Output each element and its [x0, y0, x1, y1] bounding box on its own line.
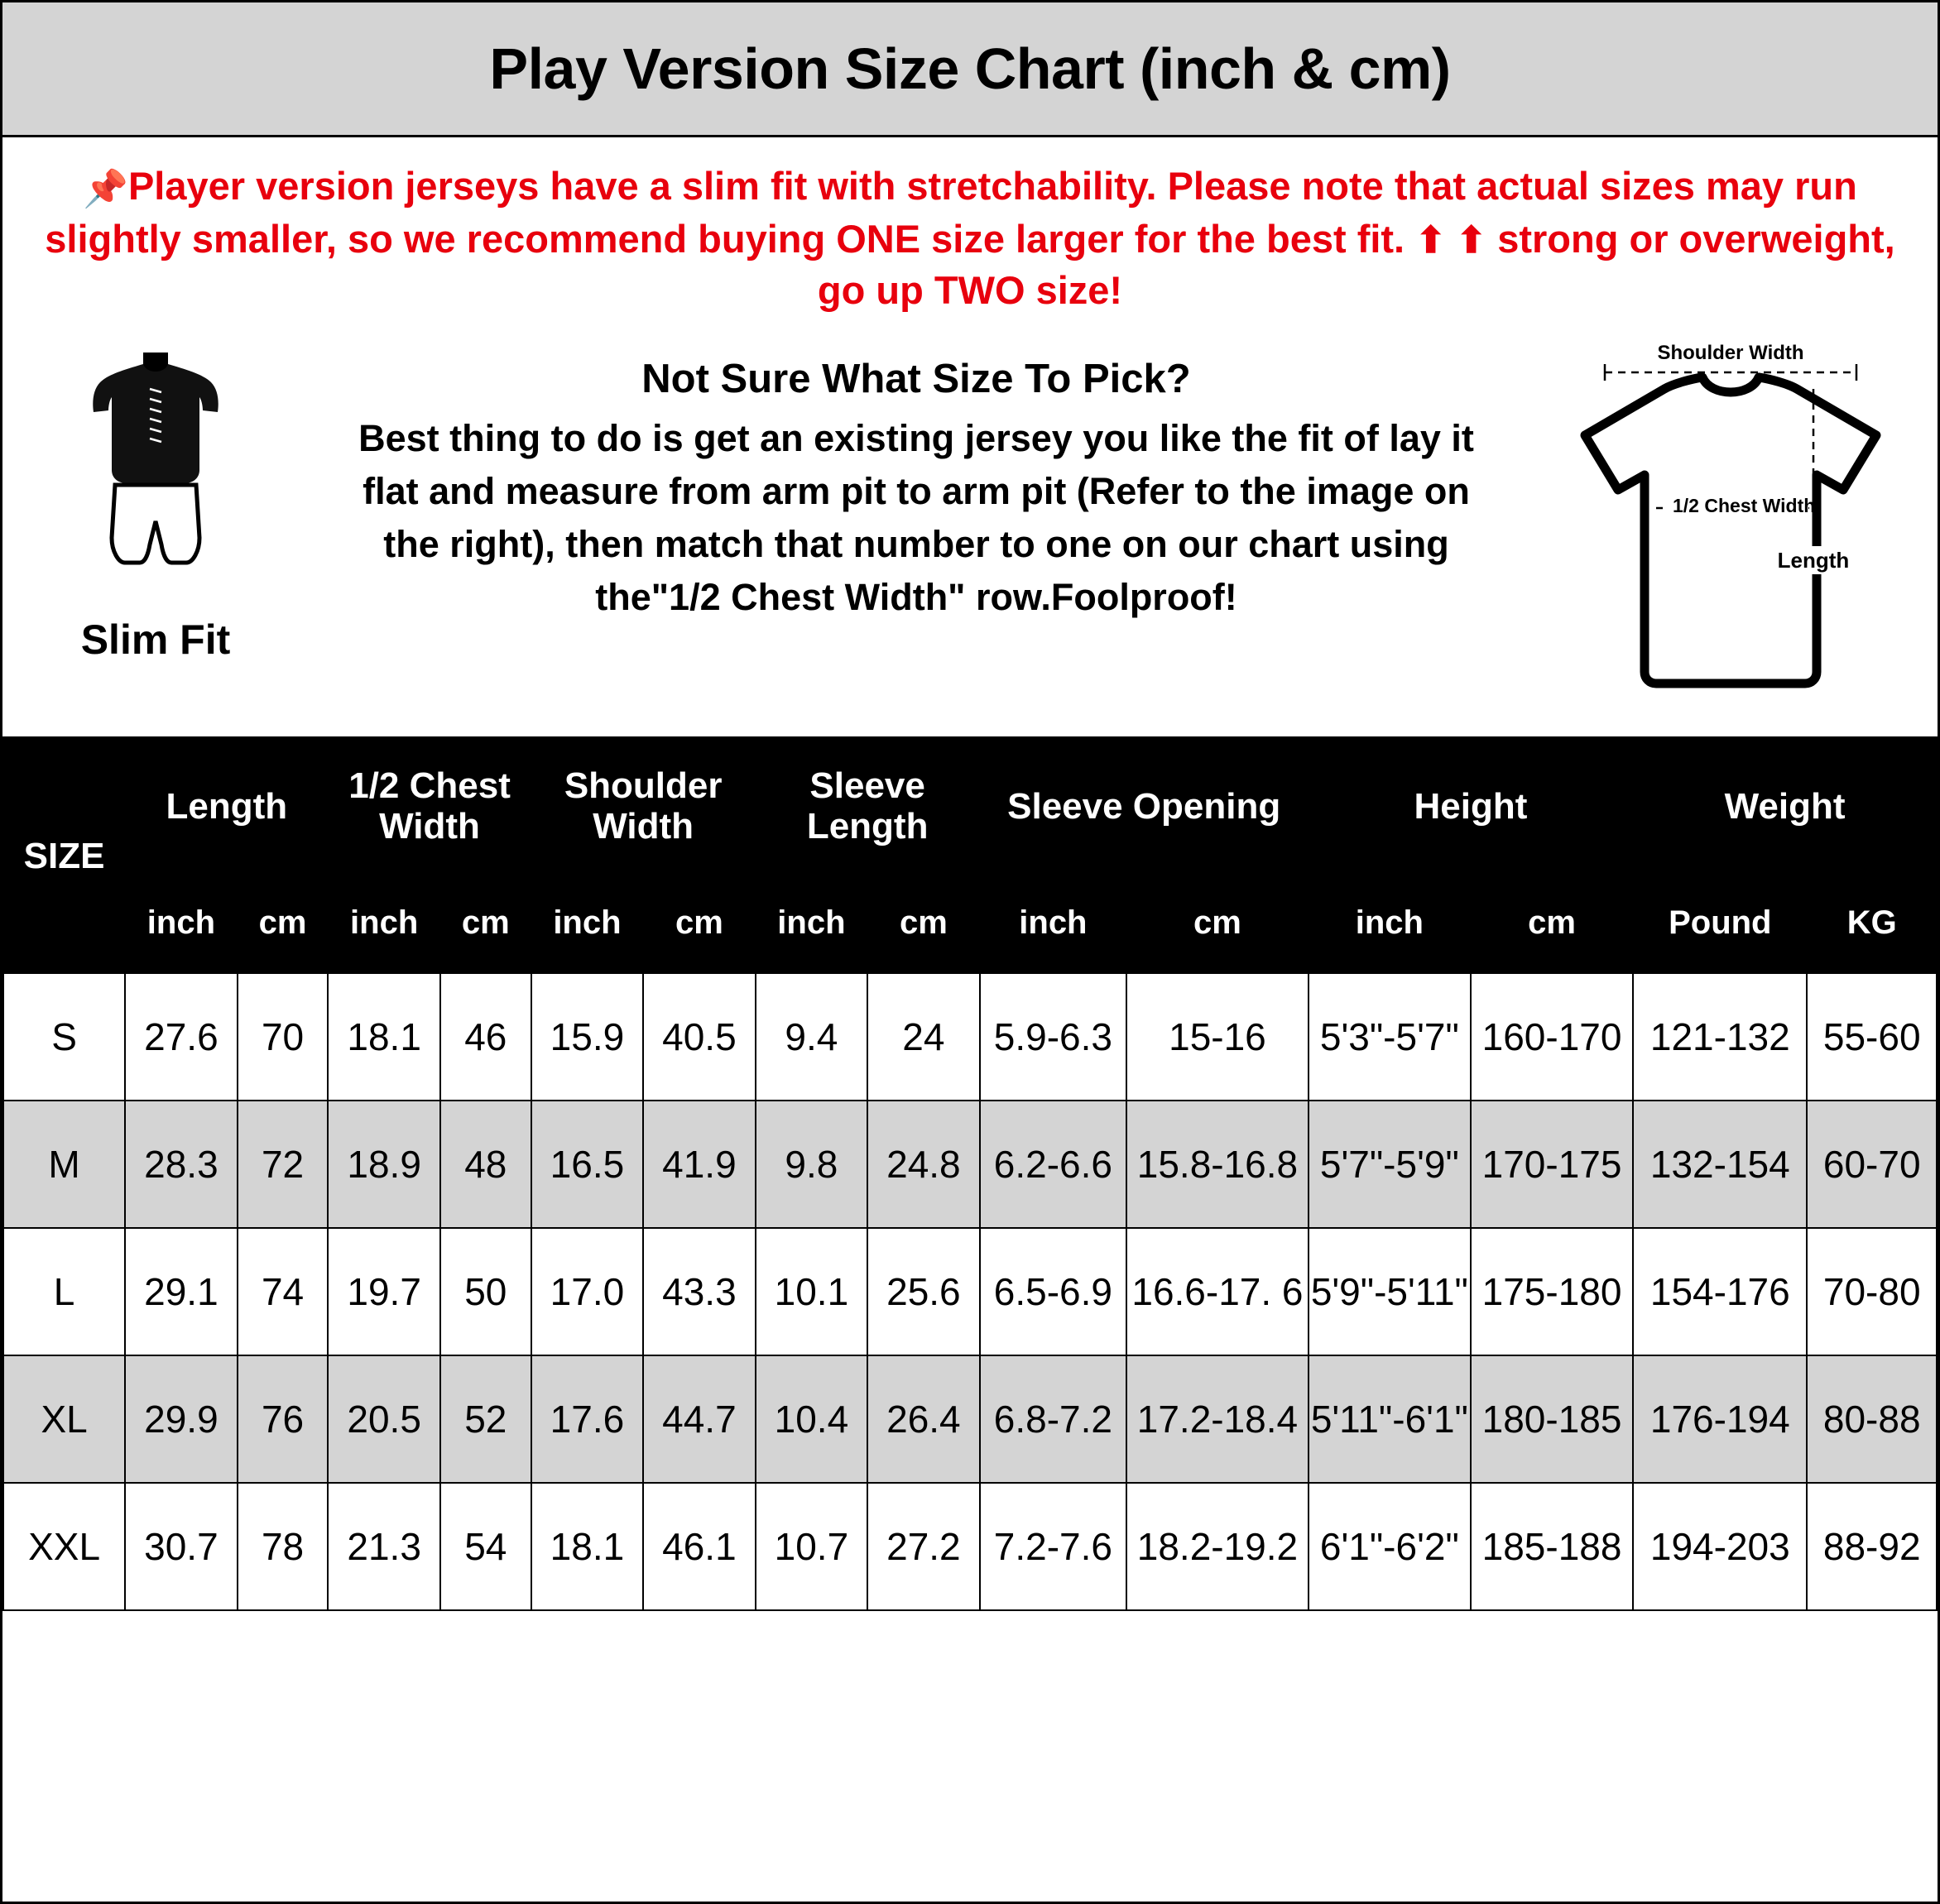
header-unit-sleeve-length-inch: inch: [756, 872, 867, 973]
cell: 5.9-6.3: [980, 973, 1127, 1101]
cell: 48: [440, 1101, 531, 1228]
cell: 27.2: [867, 1483, 979, 1610]
cell: 9.4: [756, 973, 867, 1101]
cell: 176-194: [1633, 1355, 1807, 1483]
cell: 72: [238, 1101, 329, 1228]
header-group-shoulder-width: Shoulder Width: [531, 740, 756, 872]
cell: 70-80: [1807, 1228, 1937, 1355]
label-shoulder-width: Shoulder Width: [1657, 342, 1804, 365]
cell: 60-70: [1807, 1101, 1937, 1228]
cell: 6.8-7.2: [980, 1355, 1127, 1483]
row-size: L: [3, 1228, 125, 1355]
cell: 154-176: [1633, 1228, 1807, 1355]
sizing-help-question: Not Sure What Size To Pick?: [641, 357, 1191, 402]
cell: 194-203: [1633, 1483, 1807, 1610]
tshirt-diagram-icon: [1549, 338, 1913, 718]
cell: 25.6: [867, 1228, 979, 1355]
cell: 6.5-6.9: [980, 1228, 1127, 1355]
slim-fit-figure-icon: [60, 346, 251, 602]
cell: 18.1: [531, 1483, 643, 1610]
cell: 18.1: [328, 973, 439, 1101]
header-unit-shoulder-inch: inch: [531, 872, 643, 973]
cell: 29.9: [125, 1355, 237, 1483]
arrow-up-icon: ⬆ ⬆: [1415, 220, 1487, 261]
size-table: [2, 739, 1938, 1611]
cell: 160-170: [1471, 973, 1633, 1101]
cell: 10.7: [756, 1483, 867, 1610]
row-size: S: [3, 973, 125, 1101]
row-size: M: [3, 1101, 125, 1228]
cell: 6'1"-6'2": [1309, 1483, 1471, 1610]
cell: 26.4: [867, 1355, 979, 1483]
cell: 27.6: [125, 973, 237, 1101]
cell: 10.4: [756, 1355, 867, 1483]
cell: 17.6: [531, 1355, 643, 1483]
cell: 175-180: [1471, 1228, 1633, 1355]
table-row: [3, 1483, 1937, 1610]
header-group-length: Length: [125, 740, 328, 872]
table-row: [3, 1101, 1937, 1228]
cell: 24.8: [867, 1101, 979, 1228]
tshirt-measurement-diagram: [1540, 333, 1921, 718]
cell: 78: [238, 1483, 329, 1610]
cell: 18.2-19.2: [1126, 1483, 1309, 1610]
cell: 54: [440, 1483, 531, 1610]
info-band: [2, 324, 1938, 736]
header-unit-length-cm: cm: [238, 872, 329, 973]
header-unit-height-inch: inch: [1309, 872, 1471, 973]
cell: 43.3: [643, 1228, 755, 1355]
cell: 10.1: [756, 1228, 867, 1355]
pushpin-icon: 📌: [83, 169, 128, 209]
table-group-header-row: [3, 740, 1937, 872]
cell: 16.6-17. 6: [1126, 1228, 1309, 1355]
cell: 20.5: [328, 1355, 439, 1483]
cell: 50: [440, 1228, 531, 1355]
table-row: [3, 1228, 1937, 1355]
cell: 5'7"-5'9": [1309, 1101, 1471, 1228]
cell: 9.8: [756, 1101, 867, 1228]
cell: 40.5: [643, 973, 755, 1101]
cell: 121-132: [1633, 973, 1807, 1101]
cell: 15-16: [1126, 973, 1309, 1101]
cell: 52: [440, 1355, 531, 1483]
label-length: Length: [1777, 548, 1850, 573]
cell: 16.5: [531, 1101, 643, 1228]
page-title: Play Version Size Chart (inch & cm): [489, 36, 1451, 101]
header-unit-half-chest-inch: inch: [328, 872, 439, 973]
cell: 24: [867, 973, 979, 1101]
notice-banner: [2, 137, 1938, 324]
row-size: XL: [3, 1355, 125, 1483]
size-table-wrapper: [2, 736, 1938, 1902]
sizing-help-body: Best thing to do is get an existing jersey you like the fit of lay it flat and measure from arm pit to arm pit (Refer to the image on the right), then match that number to one on our chart using the"1/2 Chest Width" row.Foolproof!: [358, 417, 1474, 618]
cell: 80-88: [1807, 1355, 1937, 1483]
cell: 5'3"-5'7": [1309, 973, 1471, 1101]
title-bar: [2, 2, 1938, 137]
slim-fit-illustration-block: [19, 333, 292, 664]
cell: 44.7: [643, 1355, 755, 1483]
table-unit-header-row: [3, 872, 1937, 973]
cell: 18.9: [328, 1101, 439, 1228]
cell: 185-188: [1471, 1483, 1633, 1610]
cell: 170-175: [1471, 1101, 1633, 1228]
header-unit-half-chest-cm: cm: [440, 872, 531, 973]
slim-fit-label: Slim Fit: [80, 616, 231, 664]
header-unit-weight-pound: Pound: [1633, 872, 1807, 973]
header-group-sleeve-length: Sleeve Length: [756, 740, 980, 872]
table-row: [3, 1355, 1937, 1483]
notice-text-1: Player version jerseys have a slim fit with stretchability. Please note that actual sizes may run slightly smaller, so we recommend buying ONE size larger for the best fit.: [45, 164, 1857, 261]
cell: 70: [238, 973, 329, 1101]
cell: 17.2-18.4: [1126, 1355, 1309, 1483]
cell: 5'9"-5'11": [1309, 1228, 1471, 1355]
cell: 30.7: [125, 1483, 237, 1610]
header-unit-sleeve-length-cm: cm: [867, 872, 979, 973]
header-size: SIZE: [3, 740, 125, 973]
label-half-chest-width: 1/2 Chest Width: [1673, 495, 1816, 517]
cell: 15.9: [531, 973, 643, 1101]
header-group-height: Height: [1309, 740, 1633, 872]
header-unit-weight-kg: KG: [1807, 872, 1937, 973]
cell: 88-92: [1807, 1483, 1937, 1610]
cell: 55-60: [1807, 973, 1937, 1101]
cell: 6.2-6.6: [980, 1101, 1127, 1228]
cell: 19.7: [328, 1228, 439, 1355]
cell: 46: [440, 973, 531, 1101]
sizing-help-text-block: [292, 333, 1540, 624]
cell: 132-154: [1633, 1101, 1807, 1228]
header-unit-shoulder-cm: cm: [643, 872, 755, 973]
table-row: [3, 973, 1937, 1101]
cell: 29.1: [125, 1228, 237, 1355]
cell: 41.9: [643, 1101, 755, 1228]
cell: 7.2-7.6: [980, 1483, 1127, 1610]
cell: 46.1: [643, 1483, 755, 1610]
cell: 180-185: [1471, 1355, 1633, 1483]
header-unit-length-inch: inch: [125, 872, 237, 973]
cell: 76: [238, 1355, 329, 1483]
cell: 17.0: [531, 1228, 643, 1355]
header-unit-sleeve-opening-inch: inch: [980, 872, 1127, 973]
cell: 28.3: [125, 1101, 237, 1228]
header-unit-sleeve-opening-cm: cm: [1126, 872, 1309, 973]
header-group-half-chest-width: 1/2 Chest Width: [328, 740, 531, 872]
header-unit-height-cm: cm: [1471, 872, 1633, 973]
notice-text-2: strong or overweight, go up TWO size!: [817, 217, 1895, 313]
cell: 15.8-16.8: [1126, 1101, 1309, 1228]
header-group-weight: Weight: [1633, 740, 1937, 872]
cell: 74: [238, 1228, 329, 1355]
header-group-sleeve-opening: Sleeve Opening: [980, 740, 1309, 872]
cell: 5'11"-6'1": [1309, 1355, 1471, 1483]
row-size: XXL: [3, 1483, 125, 1610]
cell: 21.3: [328, 1483, 439, 1610]
